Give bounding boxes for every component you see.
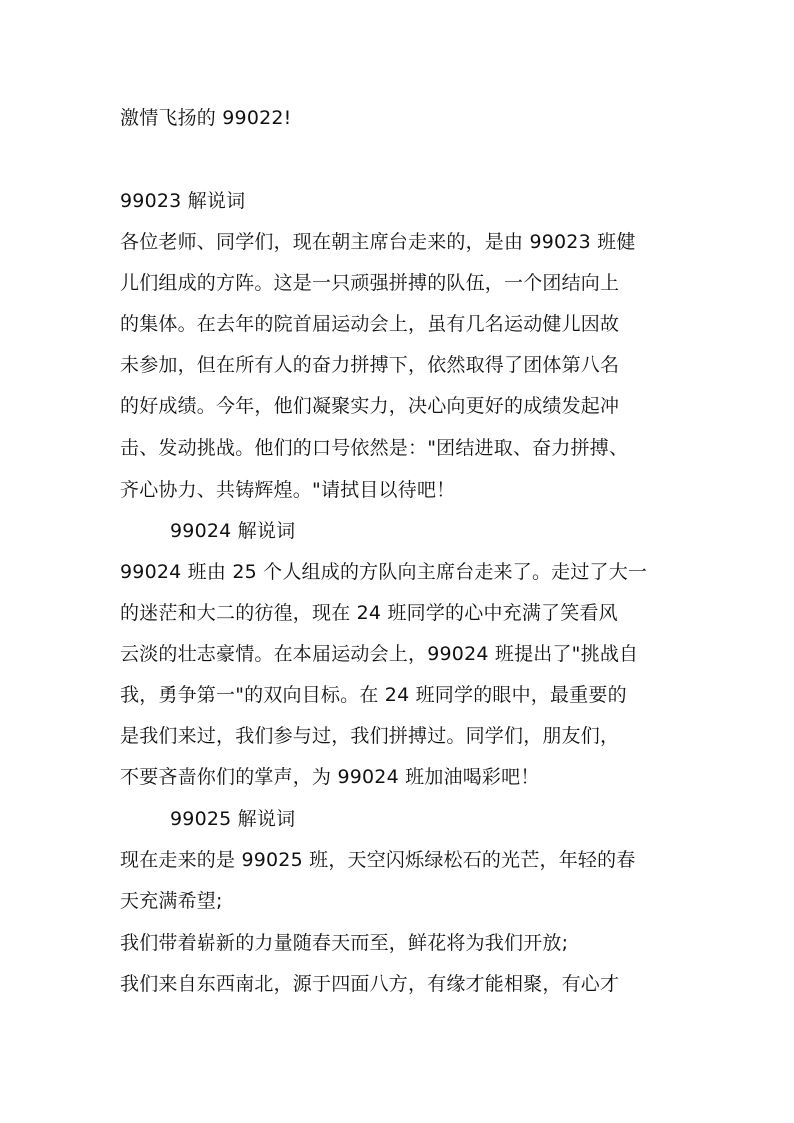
text-line: 的好成绩。今年，他们凝聚实力，决心向更好的成绩发起冲 (120, 395, 620, 417)
text-line: 我们带着崭新的力量随春天而至，鲜花将为我们开放; (120, 932, 569, 954)
text-line: 儿们组成的方阵。这是一只顽强拼搏的队伍，一个团结向上 (120, 272, 620, 294)
text-line: 不要吝啬你们的掌声，为 99024 班加油喝彩吧！ (120, 766, 540, 788)
text-line: 的集体。在去年的院首届运动会上，虽有几名运动健儿因故 (120, 313, 620, 335)
text-line: 现在走来的是 99025 班，天空闪烁绿松石的光芒，年轻的春 (120, 849, 636, 871)
text-line: 我们来自东西南北，源于四面八方，有缘才能相聚，有心才 (120, 973, 620, 995)
text-line: 99024 班由 25 个人组成的方队向主席台走来了。走过了大一 (120, 561, 648, 583)
text-line: 天充满希望; (120, 890, 223, 912)
text-line: 击、发动挑战。他们的口号依然是："团结进取、奋力拼搏、 (120, 437, 629, 459)
text-line: 未参加，但在所有人的奋力拼搏下，依然取得了团体第八名 (120, 354, 620, 376)
text-line: 云淡的壮志豪情。在本届运动会上，99024 班提出了"挑战自 (120, 643, 639, 665)
section-title-99025: 99025 解说词 (170, 808, 296, 830)
text-line: 各位老师、同学们，现在朝主席台走来的，是由 99023 班健 (120, 231, 636, 253)
text-line-closing: 激情飞扬的 99022! (120, 107, 292, 129)
section-title-99023: 99023 解说词 (120, 190, 246, 212)
text-line: 是我们来过，我们参与过，我们拼搏过。同学们，朋友们， (120, 725, 620, 747)
text-line: 我，勇争第一"的双向目标。在 24 班同学的眼中，最重要的 (120, 684, 627, 706)
text-line: 的迷茫和大二的彷徨，现在 24 班同学的心中充满了笑看风 (120, 602, 618, 624)
text-line: 齐心协力、共铸辉煌。"请拭目以待吧！ (120, 479, 456, 501)
section-title-99024: 99024 解说词 (170, 520, 296, 542)
